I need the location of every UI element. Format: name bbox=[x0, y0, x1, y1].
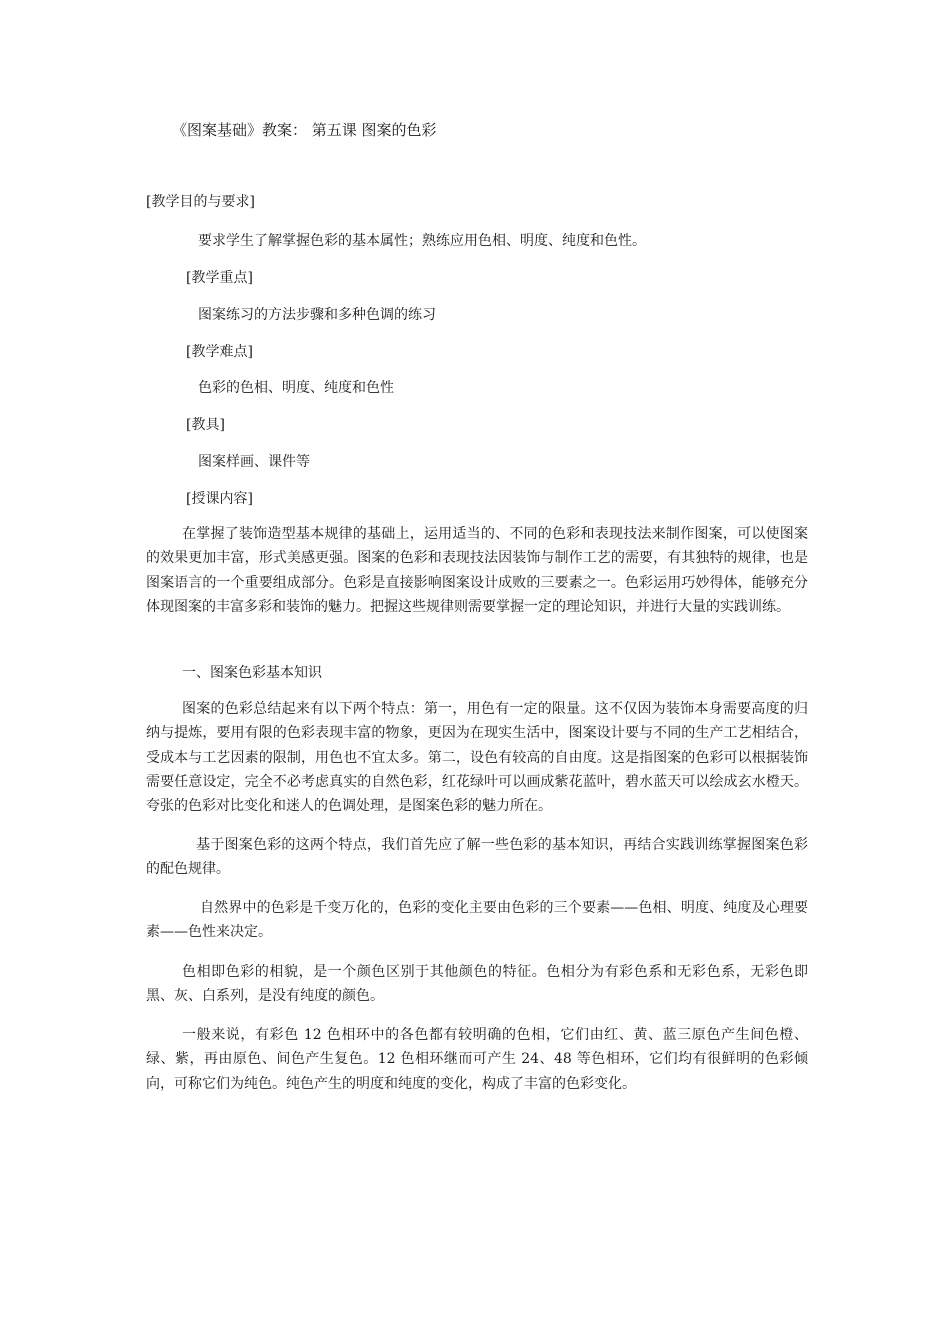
focus-heading: [教学重点] bbox=[186, 270, 253, 286]
goal-text: 要求学生了解掌握色彩的基本属性；熟练应用色相、明度、纯度和色性。 bbox=[198, 233, 646, 249]
document-title: 《图案基础》教案： 第五课 图案的色彩 bbox=[172, 121, 437, 139]
section-heading: 一、图案色彩基本知识 bbox=[182, 665, 322, 681]
tools-text: 图案样画、课件等 bbox=[198, 454, 310, 470]
paragraph-hue: 色相即色彩的相貌，是一个颜色区别于其他颜色的特征。色相分为有彩色系和无彩色系，无彩色即黑、灰、白系列，是没有纯度的颜色。 bbox=[146, 964, 808, 1005]
paragraph-intro: 在掌握了装饰造型基本规律的基础上，运用适当的、不同的色彩和表现技法来制作图案，可以使图案的效果更加丰富，形式美感更强。图案的色彩和表现技法因装饰与制作工艺的需要，有其独特的规律，也是图案语言的一个重要组成部分。色彩是直接影响图案设计成败的三要素之一。色彩运用巧妙得体，能够充分体现图案的丰富多彩和装饰的魅力。把握这些规律则需要掌握一定的理论知识，并进行大量的实践训练。 bbox=[146, 526, 808, 615]
focus-text: 图案练习的方法步骤和多种色调的练习 bbox=[198, 307, 436, 323]
content-heading: [授课内容] bbox=[186, 491, 253, 507]
difficulty-text: 色彩的色相、明度、纯度和色性 bbox=[198, 380, 394, 396]
paragraph-color-wheel: 一般来说，有彩色 12 色相环中的各色都有较明确的色相，它们由红、黄、蓝三原色产生间色橙、绿、紫，再由原色、间色产生复色。12 色相环继而可产生 24、48 等色相环，它们均有很鲜明的色彩倾向，可称它们为纯色。纯色产生的明度和纯度的变化，构成了丰富的色彩变化。 bbox=[146, 1027, 808, 1092]
paragraph-three-elements: 自然界中的色彩是千变万化的，色彩的变化主要由色彩的三个要素——色相、明度、纯度及心理要素——色性来决定。 bbox=[146, 900, 808, 941]
difficulty-heading: [教学难点] bbox=[186, 344, 253, 360]
paragraph-features: 图案的色彩总结起来有以下两个特点：第一，用色有一定的限量。这不仅因为装饰本身需要高度的归纳与提炼，要用有限的色彩表现丰富的物象，更因为在现实生活中，图案设计要与不同的生产工艺相结合，受成本与工艺因素的限制，用色也不宜太多。第二，设色有较高的自由度。这是指图案的色彩可以根据装饰需要任意设定，完全不必考虑真实的自然色彩，红花绿叶可以画成紫花蓝叶，碧水蓝天可以绘成玄水橙天。夸张的色彩对比变化和迷人的色调处理，是图案色彩的魅力所在。 bbox=[146, 701, 808, 815]
paragraph-basis: 基于图案色彩的这两个特点，我们首先应了解一些色彩的基本知识，再结合实践训练掌握图案色彩的配色规律。 bbox=[146, 837, 808, 878]
goal-heading: [教学目的与要求] bbox=[146, 194, 255, 210]
tools-heading: [教具] bbox=[186, 417, 225, 433]
